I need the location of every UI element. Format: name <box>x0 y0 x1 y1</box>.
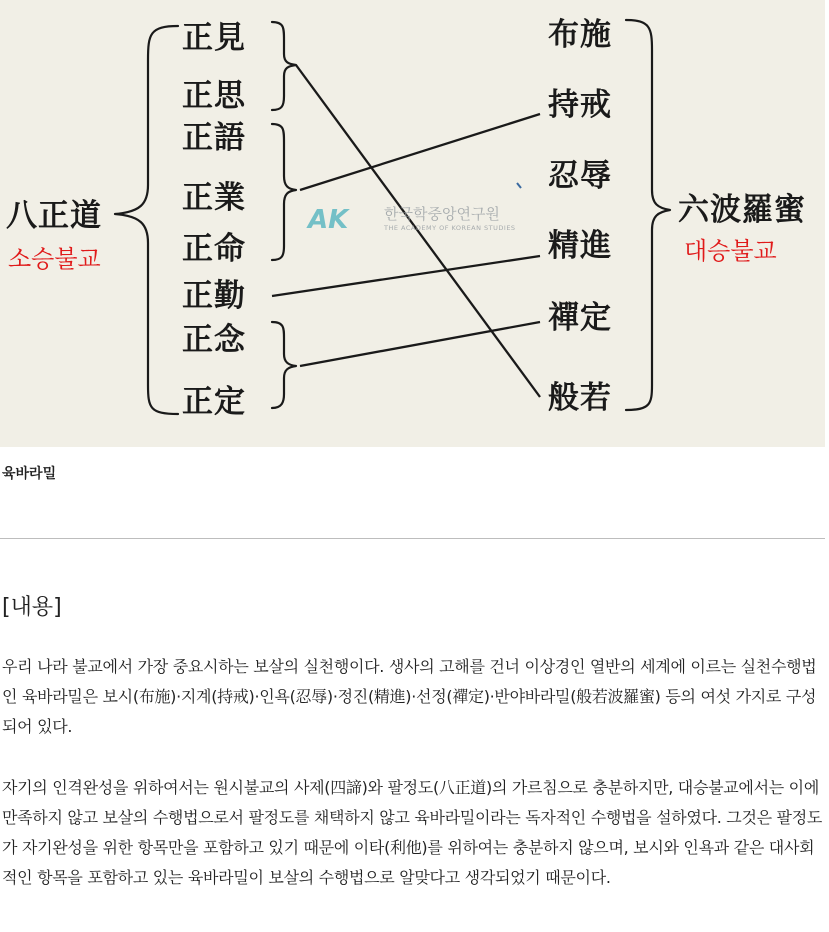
perfection-item-2: 持戒 <box>548 87 612 123</box>
perfection-item-4: 精進 <box>548 228 612 264</box>
section-divider <box>0 538 825 539</box>
paragraph: 우리 나라 불교에서 가장 중요시하는 보살의 실천행이다. 생사의 고해를 건너 이상경인 열반의 세계에 이르는 실천수행법인 육바라밀은 보시(布施)·지계(持戒)·인욕(忍辱)·정진(精進)·선정(禪定)·반야바라밀(般若波羅蜜) 등의 여섯 가지로 구성되어 있다. <box>2 657 817 736</box>
eightfold-item-7: 正念 <box>182 322 246 358</box>
left-big-brace <box>115 26 178 414</box>
ink-mark <box>517 183 521 188</box>
figure-caption: 육바라밀 <box>2 466 57 482</box>
paragraph: 자기의 인격완성을 위하여서는 원시불교의 사제(四諦)와 팔정도(八正道)의 가르침으로 충분하지만, 대승불교에서는 이에 만족하지 않고 보살의 수행법으로서 팔정도를 채택하지 않고 육바라밀이라는 독자적인 수행법을 설하였다. 그것은 팔정도가 자기완성을 위한 항목만을 포함하고 있기 때문에 이타(利他)를 위하여는 충분하지 않으며, 보시와 인욕과 같은 대사회적인 항목을 포함하고 있는 육바라밀이 보살의 수행법으로 알맞다고 생각되었기 때문이다. <box>2 778 823 887</box>
watermark-name: 한국학중앙연구원 <box>384 205 500 223</box>
eightfold-item-3: 正語 <box>182 120 246 156</box>
perfection-item-1: 布施 <box>548 17 612 53</box>
eightfold-item-6: 正勤 <box>182 278 246 314</box>
left-group-subtitle: 소승불교 <box>8 245 101 273</box>
eightfold-item-1: 正見 <box>182 20 246 56</box>
perfection-item-6: 般若 <box>548 380 612 416</box>
link-effort-diligence <box>272 256 540 296</box>
watermark <box>306 205 516 235</box>
right-group-subtitle: 대승불교 <box>684 237 777 265</box>
group-brace-wisdom <box>272 22 296 110</box>
watermark-subtitle: THE ACADEMY OF KOREAN STUDIES <box>384 224 516 232</box>
link-meditation-dhyana <box>300 322 540 366</box>
eightfold-item-8: 正定 <box>182 384 246 420</box>
right-big-brace <box>626 20 670 410</box>
left-group-title: 八正道 <box>6 198 102 234</box>
watermark-logo: AK <box>308 205 349 235</box>
group-brace-meditation <box>272 322 296 408</box>
perfection-item-5: 禪定 <box>548 300 612 336</box>
right-group-title: 六波羅蜜 <box>678 192 806 228</box>
eightfold-item-4: 正業 <box>182 180 246 216</box>
eightfold-six-perfections-diagram <box>0 0 825 447</box>
section-heading: [내용] <box>2 595 62 620</box>
link-conduct-precepts <box>300 114 540 190</box>
group-brace-conduct <box>272 124 296 260</box>
diagram-svg <box>0 0 825 447</box>
eightfold-item-2: 正思 <box>182 78 246 114</box>
perfection-item-3: 忍辱 <box>548 158 612 194</box>
eightfold-item-5: 正命 <box>182 231 246 267</box>
